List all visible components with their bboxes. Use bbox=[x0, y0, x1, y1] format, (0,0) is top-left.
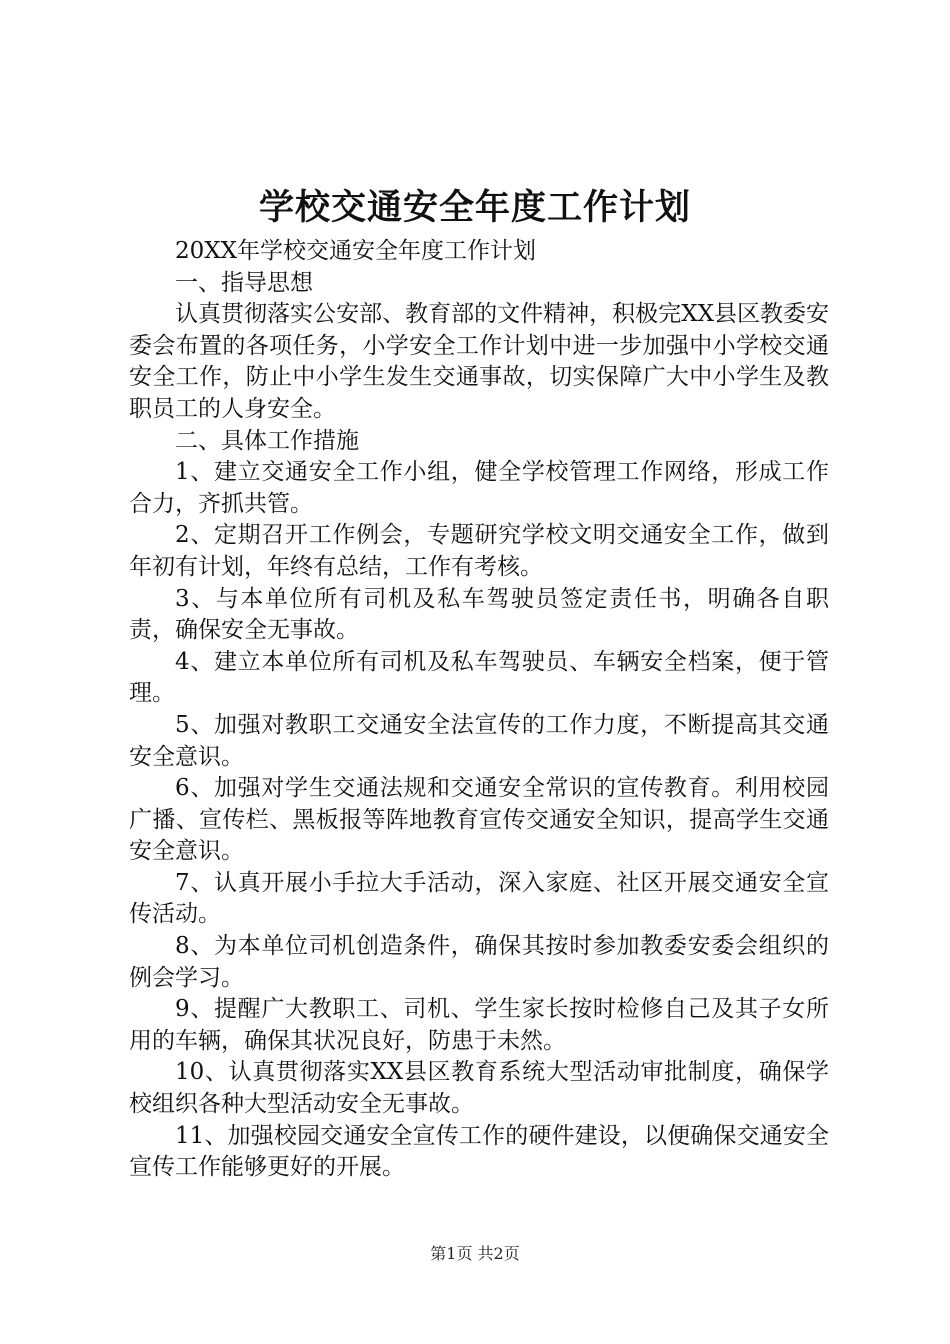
measure-item-5: 5、加强对教职工交通安全法宣传的工作力度，不断提高其交通安全意识。 bbox=[129, 711, 829, 770]
paragraph-guiding-ideology: 认真贯彻落实公安部、教育部的文件精神，积极完XX县区教委安委会布置的各项任务，小学安全工作计划中进一步加强中小学校交通安全工作，防止中小学生发生交通事故，切实保障广大中小学生及教职员工的人身安全。 bbox=[129, 301, 829, 422]
measure-item-6: 6、加强对学生交通法规和交通安全常识的宣传教育。利用校园广播、宣传栏、黑板报等阵地教育宣传交通安全知识，提高学生交通安全意识。 bbox=[129, 775, 829, 865]
section-heading-measures: 二、具体工作措施 bbox=[175, 427, 359, 454]
measure-item-9: 9、提醒广大教职工、司机、学生家长按时检修自己及其子女所用的车辆，确保其状况良好，防患于未然。 bbox=[129, 996, 829, 1054]
measure-item-4: 4、建立本单位所有司机及私车驾驶员、车辆安全档案，便于管理。 bbox=[129, 648, 829, 707]
page-indicator: 第1页 共2页 bbox=[430, 1244, 520, 1263]
measure-item-3: 3、与本单位所有司机及私车驾驶员签定责任书，明确各自职责，确保安全无事故。 bbox=[129, 585, 829, 644]
document-title: 学校交通安全年度工作计划 bbox=[258, 187, 691, 228]
measure-item-10: 10、认真贯彻落实XX县区教育系统大型活动审批制度，确保学校组织各种大型活动安全无事故。 bbox=[129, 1059, 829, 1118]
measure-item-11: 11、加强校园交通安全宣传工作的硬件建设，以便确保交通安全宣传工作能够更好的开展。 bbox=[129, 1122, 829, 1181]
paragraph-subtitle: 20XX年学校交通安全年度工作计划 bbox=[175, 238, 537, 264]
document-body bbox=[129, 236, 829, 1184]
measure-item-1: 1、建立交通安全工作小组，健全学校管理工作网络，形成工作合力，齐抓共管。 bbox=[129, 459, 829, 517]
measure-item-2: 2、定期召开工作例会，专题研究学校文明交通安全工作，做到年初有计划，年终有总结，工作有考核。 bbox=[129, 522, 829, 580]
measure-item-8: 8、为本单位司机创造条件，确保其按时参加教委安委会组织的例会学习。 bbox=[129, 933, 829, 991]
measure-item-7: 7、认真开展小手拉大手活动，深入家庭、社区开展交通安全宣传活动。 bbox=[129, 869, 829, 928]
section-heading-guiding-ideology: 一、指导思想 bbox=[175, 269, 313, 296]
